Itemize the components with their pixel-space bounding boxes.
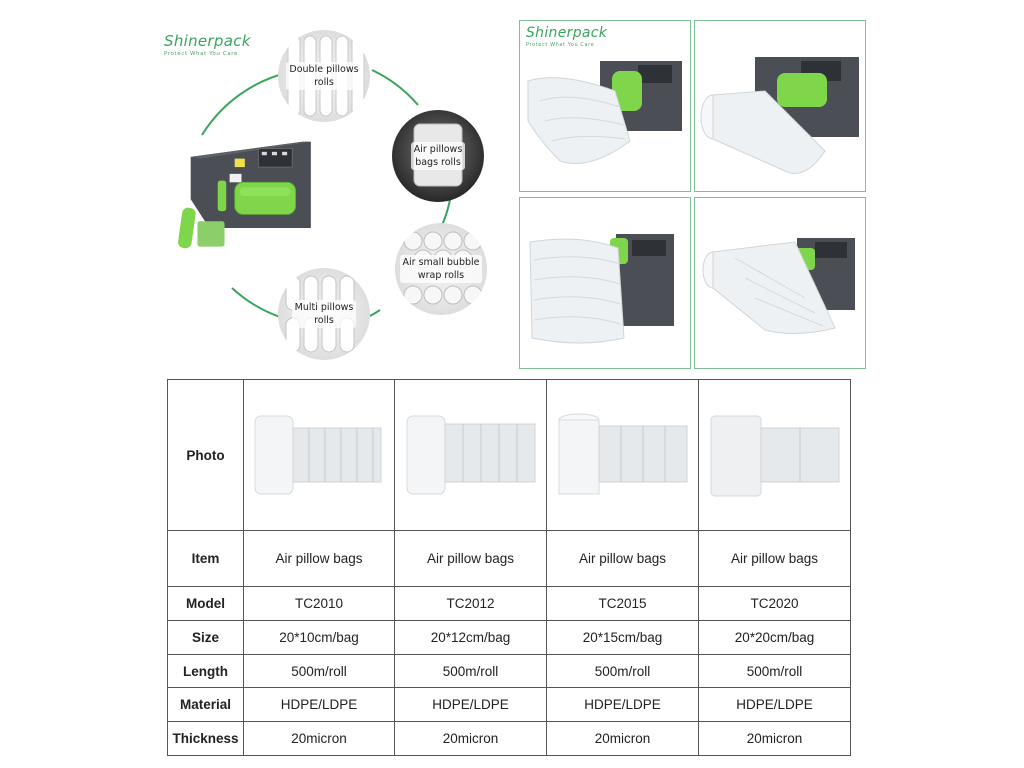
- row-header-item: Item: [168, 531, 244, 587]
- cell-length: 500m/roll: [244, 655, 395, 688]
- product-photo-cell: [547, 380, 699, 531]
- cell-model: TC2010: [244, 587, 395, 621]
- cell-thickness: 20micron: [699, 722, 851, 756]
- cell-thickness: 20micron: [395, 722, 547, 756]
- product-photo-tc2015: [553, 410, 693, 500]
- machine-photo-3: [519, 197, 691, 369]
- double-pillows-rolls-circle: [278, 30, 370, 122]
- row-header-length: Length: [168, 655, 244, 688]
- cell-item: Air pillow bags: [395, 531, 547, 587]
- cell-thickness: 20micron: [547, 722, 699, 756]
- double-pillows-label: Double pillows rolls: [286, 62, 361, 90]
- machine-photo-4: [694, 197, 866, 369]
- cell-item: Air pillow bags: [547, 531, 699, 587]
- table-row-material: [168, 688, 851, 722]
- cell-model: TC2012: [395, 587, 547, 621]
- table-row-size: [168, 621, 851, 655]
- product-diagram: [150, 20, 510, 370]
- machine-photo-2-drawing: [695, 21, 865, 191]
- cell-size: 20*20cm/bag: [699, 621, 851, 655]
- brand-tagline: Protect What You Care: [164, 51, 238, 57]
- cell-length: 500m/roll: [395, 655, 547, 688]
- multi-pillows-label: Multi pillows rolls: [292, 300, 357, 328]
- air-pillows-bags-circle: [392, 110, 484, 202]
- cell-material: HDPE/LDPE: [244, 688, 395, 722]
- machine-photo-3-drawing: [520, 198, 690, 368]
- cell-model: TC2015: [547, 587, 699, 621]
- machine-photo-1: [519, 20, 691, 192]
- spec-table: [167, 379, 851, 756]
- table-row-length: [168, 655, 851, 688]
- row-header-size: Size: [168, 621, 244, 655]
- table-row-photo: [168, 380, 851, 531]
- air-pillows-bags-label: Air pillows bags rolls: [411, 142, 466, 170]
- cell-length: 500m/roll: [699, 655, 851, 688]
- cell-size: 20*12cm/bag: [395, 621, 547, 655]
- cell-material: HDPE/LDPE: [547, 688, 699, 722]
- machine-photo-2: [694, 20, 866, 192]
- photo-brand-tagline: Protect What You Care: [526, 42, 595, 48]
- row-header-thickness: Thickness: [168, 722, 244, 756]
- product-photo-cell: [699, 380, 851, 531]
- cell-length: 500m/roll: [547, 655, 699, 688]
- machine-photo-4-drawing: [695, 198, 865, 368]
- product-photo-tc2010: [249, 410, 389, 500]
- row-header-model: Model: [168, 587, 244, 621]
- air-small-bubble-circle: [395, 223, 487, 315]
- brand-name: Shinerpack: [164, 32, 251, 50]
- cell-item: Air pillow bags: [244, 531, 395, 587]
- air-cushion-machine-image: [172, 140, 327, 250]
- product-photo-cell: [395, 380, 547, 531]
- cell-material: HDPE/LDPE: [699, 688, 851, 722]
- product-photo-tc2020: [705, 410, 845, 500]
- cell-thickness: 20micron: [244, 722, 395, 756]
- table-row-item: [168, 531, 851, 587]
- cell-model: TC2020: [699, 587, 851, 621]
- product-photo-cell: [244, 380, 395, 531]
- air-small-bubble-label: Air small bubble wrap rolls: [400, 255, 483, 283]
- row-header-photo: Photo: [168, 380, 244, 531]
- cell-size: 20*15cm/bag: [547, 621, 699, 655]
- table-row-thickness: [168, 722, 851, 756]
- cell-size: 20*10cm/bag: [244, 621, 395, 655]
- multi-pillows-rolls-circle: [278, 268, 370, 360]
- photo-brand-logo: [526, 25, 607, 48]
- table-row-model: [168, 587, 851, 621]
- product-photo-tc2012: [401, 410, 541, 500]
- cell-item: Air pillow bags: [699, 531, 851, 587]
- photo-brand-name: Shinerpack: [526, 25, 608, 41]
- row-header-material: Material: [168, 688, 244, 722]
- cell-material: HDPE/LDPE: [395, 688, 547, 722]
